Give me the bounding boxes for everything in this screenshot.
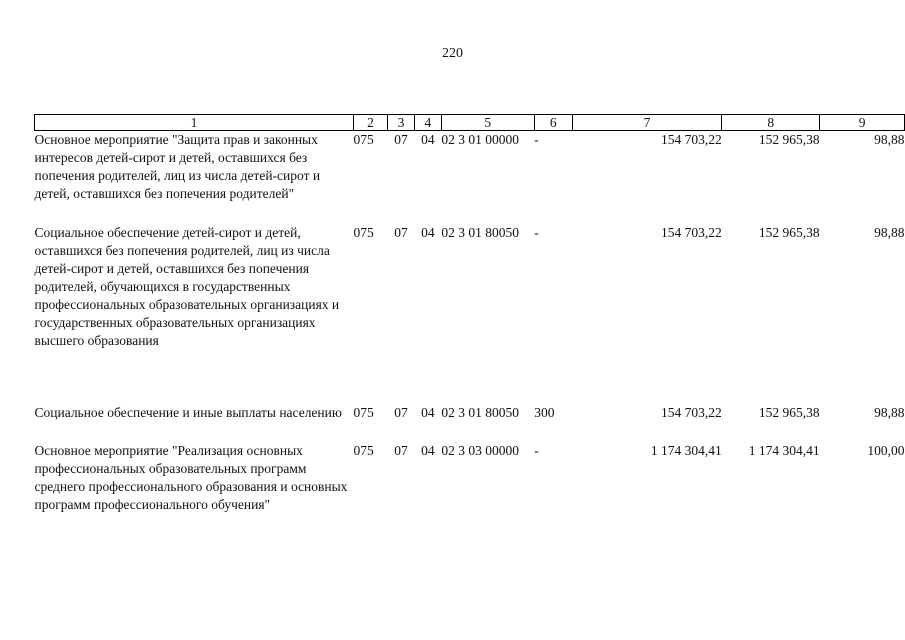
column-header-2: 2 — [354, 115, 388, 131]
row-subsection: 04 — [421, 442, 435, 458]
column-header-4: 4 — [414, 115, 441, 131]
table-row — [35, 404, 905, 442]
column-header-6: 6 — [534, 115, 572, 131]
budget-execution-table — [34, 114, 905, 537]
row-name: Социальное обеспечение и иные выплаты населению — [34, 404, 342, 420]
column-number-header-row — [35, 115, 905, 131]
row-actual-amount: 152 965,38 — [758, 404, 820, 420]
row-target-article: 02 3 03 00000 — [441, 442, 519, 458]
row-plan-amount: 154 703,22 — [661, 224, 722, 240]
row-actual-amount: 1 174 304,41 — [748, 442, 820, 458]
row-plan-amount: 154 703,22 — [661, 132, 722, 147]
row-execution-percent: 98,88 — [874, 132, 905, 147]
row-expense-type: 300 — [534, 404, 555, 420]
row-ministry-code: 075 — [353, 224, 374, 240]
row-name: Основное мероприятие "Защита прав и законных интересов детей-сирот и детей, оставшихся без попечения родителей, лиц из числа детей-сирот и детей, оставшихся без попечения родителей" — [34, 132, 321, 201]
row-target-article: 02 3 01 00000 — [441, 132, 519, 147]
row-execution-percent: 100,00 — [867, 442, 905, 458]
row-subsection: 04 — [421, 224, 435, 240]
row-name: Основное мероприятие "Реализация основных профессиональных образовательных программ среднего профессионального образования и основных программ профессионального обучения" — [34, 442, 348, 512]
row-subsection: 04 — [421, 132, 435, 147]
row-name: Социальное обеспечение детей-сирот и детей, оставшихся без попечения родителей, лиц из числа детей-сирот и детей, оставшихся без попечения родителей, обучающихся в государственных профессиональных образовательных организациях и государственных образовательных организациях высшего образования — [34, 224, 340, 348]
table-row — [35, 442, 905, 537]
row-target-article: 02 3 01 80050 — [441, 404, 519, 420]
column-header-5: 5 — [441, 115, 534, 131]
row-target-article: 02 3 01 80050 — [441, 224, 519, 240]
row-expense-type: - — [534, 442, 539, 458]
row-ministry-code: 075 — [353, 404, 374, 420]
page-number: 220 — [442, 46, 463, 61]
row-actual-amount: 152 965,38 — [758, 224, 820, 240]
row-plan-amount: 154 703,22 — [661, 404, 722, 420]
row-execution-percent: 98,88 — [874, 404, 905, 420]
row-ministry-code: 075 — [353, 132, 374, 147]
row-plan-amount: 1 174 304,41 — [650, 442, 722, 458]
column-header-7: 7 — [572, 115, 722, 131]
column-header-3: 3 — [387, 115, 414, 131]
column-header-8: 8 — [722, 115, 820, 131]
row-expense-type: - — [534, 132, 539, 147]
table-row — [35, 131, 905, 224]
column-header-1: 1 — [35, 115, 354, 131]
row-subsection: 04 — [421, 404, 435, 420]
row-section: 07 — [394, 224, 408, 240]
row-execution-percent: 98,88 — [874, 224, 905, 240]
row-section: 07 — [394, 442, 408, 458]
row-ministry-code: 075 — [353, 442, 374, 458]
column-header-9: 9 — [820, 115, 905, 131]
row-expense-type: - — [534, 224, 539, 240]
row-actual-amount: 152 965,38 — [758, 132, 820, 147]
table-row — [35, 224, 905, 404]
row-section: 07 — [394, 404, 408, 420]
row-section: 07 — [394, 132, 408, 147]
